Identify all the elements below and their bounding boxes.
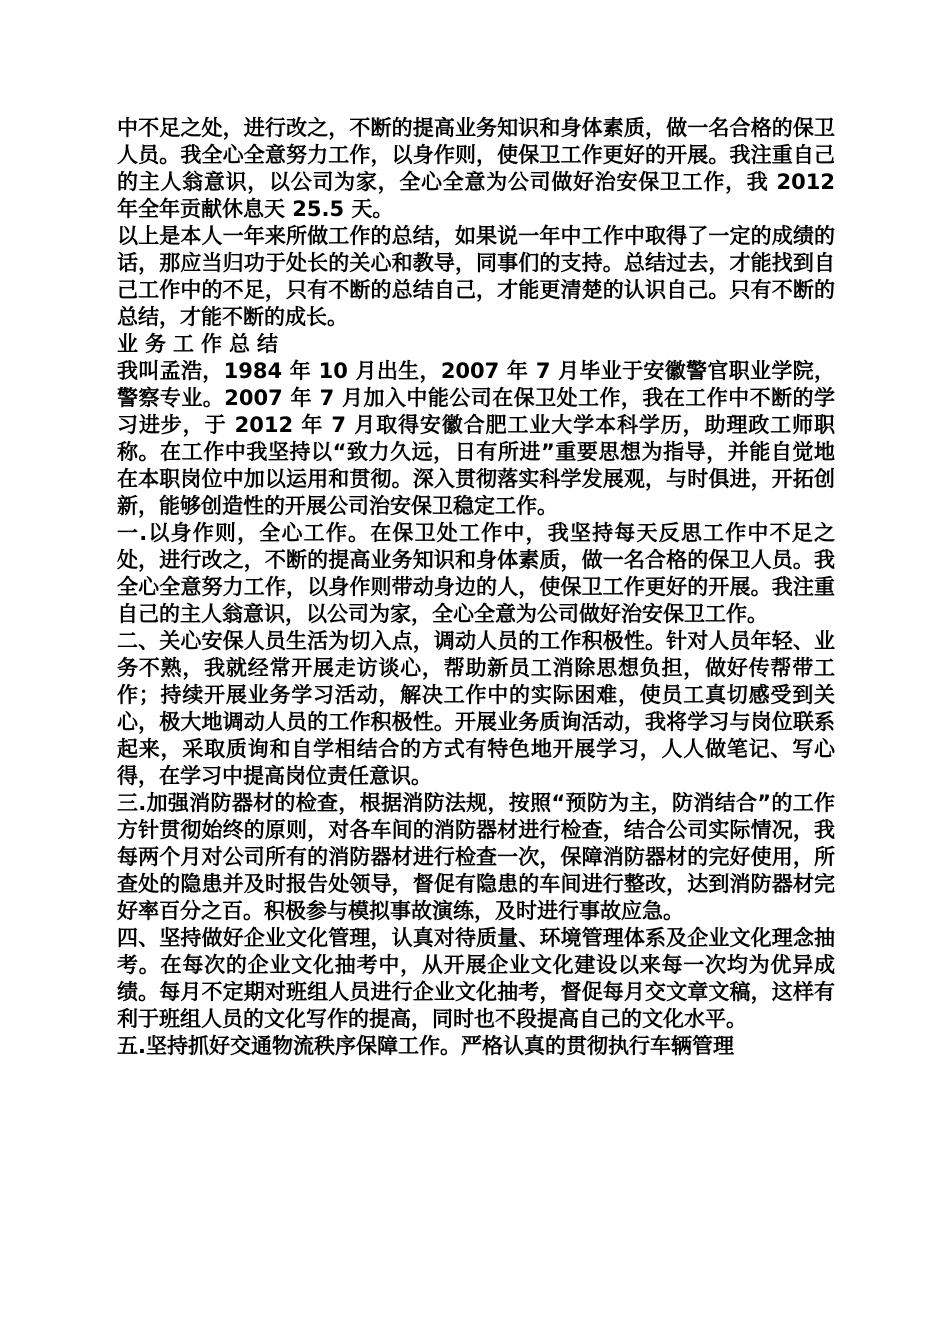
paragraph-4: 一.以身作则，全心工作。在保卫处工作中，我坚持每天反思工作中不足之处，进行改之，不断的提高业务知识和身体素质，做一名合格的保卫人员。我全心全意努力工作，以身作则带动身边的人，使保卫工作更好的开展。我注重自己的主人翁意识，以公司为家，全心全意为公司做好治安保卫工作。 [117,521,835,626]
paragraph-3: 我叫孟浩，1984 年 10 月出生，2007 年 7 月毕业于安徽警官职业学院，警察专业。2007 年 7 月加入中能公司在保卫处工作，我在工作中不断的学习进步，于 2012 年 7 月取得安徽合肥工业大学本科学历，助理政工师职称。在工作中我坚持以“致力久远，日有所进”重要思想为指导，并能自觉地在本职岗位中加以运用和贯彻。深入贯彻落实科学发展观，与时俱进，开拓创新，能够创造性的开展公司治安保卫稳定工作。 [117,359,835,518]
paragraph-8: 五.坚持抓好交通物流秩序保障工作。严格认真的贯彻执行车辆管理 [117,1034,734,1058]
paragraph-6: 三.加强消防器材的检查，根据消防法规，按照“预防为主，防消结合”的工作方针贯彻始终的原则，对各车间的消防器材进行检查，结合公司实际情况，我每两个月对公司所有的消防器材进行检查一次，保障消防器材的完好使用，所查处的隐患并及时报告处领导，督促有隐患的车间进行整改，达到消防器材完好率百分之百。积极参与模拟事故演练，及时进行事故应急。 [117,791,835,923]
paragraph-1: 中不足之处，进行改之，不断的提高业务知识和身体素质，做一名合格的保卫人员。我全心全意努力工作，以身作则，使保卫工作更好的开展。我注重自己的主人翁意识，以公司为家，全心全意为公司做好治安保卫工作，我 2012 年全年贡献休息天 25.5 天。 [117,116,835,221]
paragraph-2: 以上是本人一年来所做工作的总结，如果说一年中工作中取得了一定的成绩的话，那应当归功于处长的关心和教导，同事们的支持。总结过去，才能找到自己工作中的不足，只有不断的总结自己，才能更清楚的认识自己。只有不断的总结，才能不断的成长。 [117,224,835,329]
paragraph-7: 四、坚持做好企业文化管理，认真对待质量、环境管理体系及企业文化理念抽考。在每次的企业文化抽考中，从开展企业文化建设以来每一次均为优异成绩。每月不定期对班组人员进行企业文化抽考，督促每月交文章文稿，这样有利于班组人员的文化写作的提高，同时也不段提高自己的文化水平。 [117,926,835,1031]
paragraph-5: 二、关心安保人员生活为切入点，调动人员的工作积极性。针对人员年轻、业务不熟，我就经常开展走访谈心，帮助新员工消除思想负担，做好传帮带工作；持续开展业务学习活动，解决工作中的实际困难，使员工真切感受到关心，极大地调动人员的工作积极性。开展业务质询活动，我将学习与岗位联系起来，采取质询和自学相结合的方式有特色地开展学习，人人做笔记、写心得，在学习中提高岗位责任意识。 [117,629,835,788]
section-heading: 业务工作总结 [117,332,285,356]
document-page [117,115,835,1060]
